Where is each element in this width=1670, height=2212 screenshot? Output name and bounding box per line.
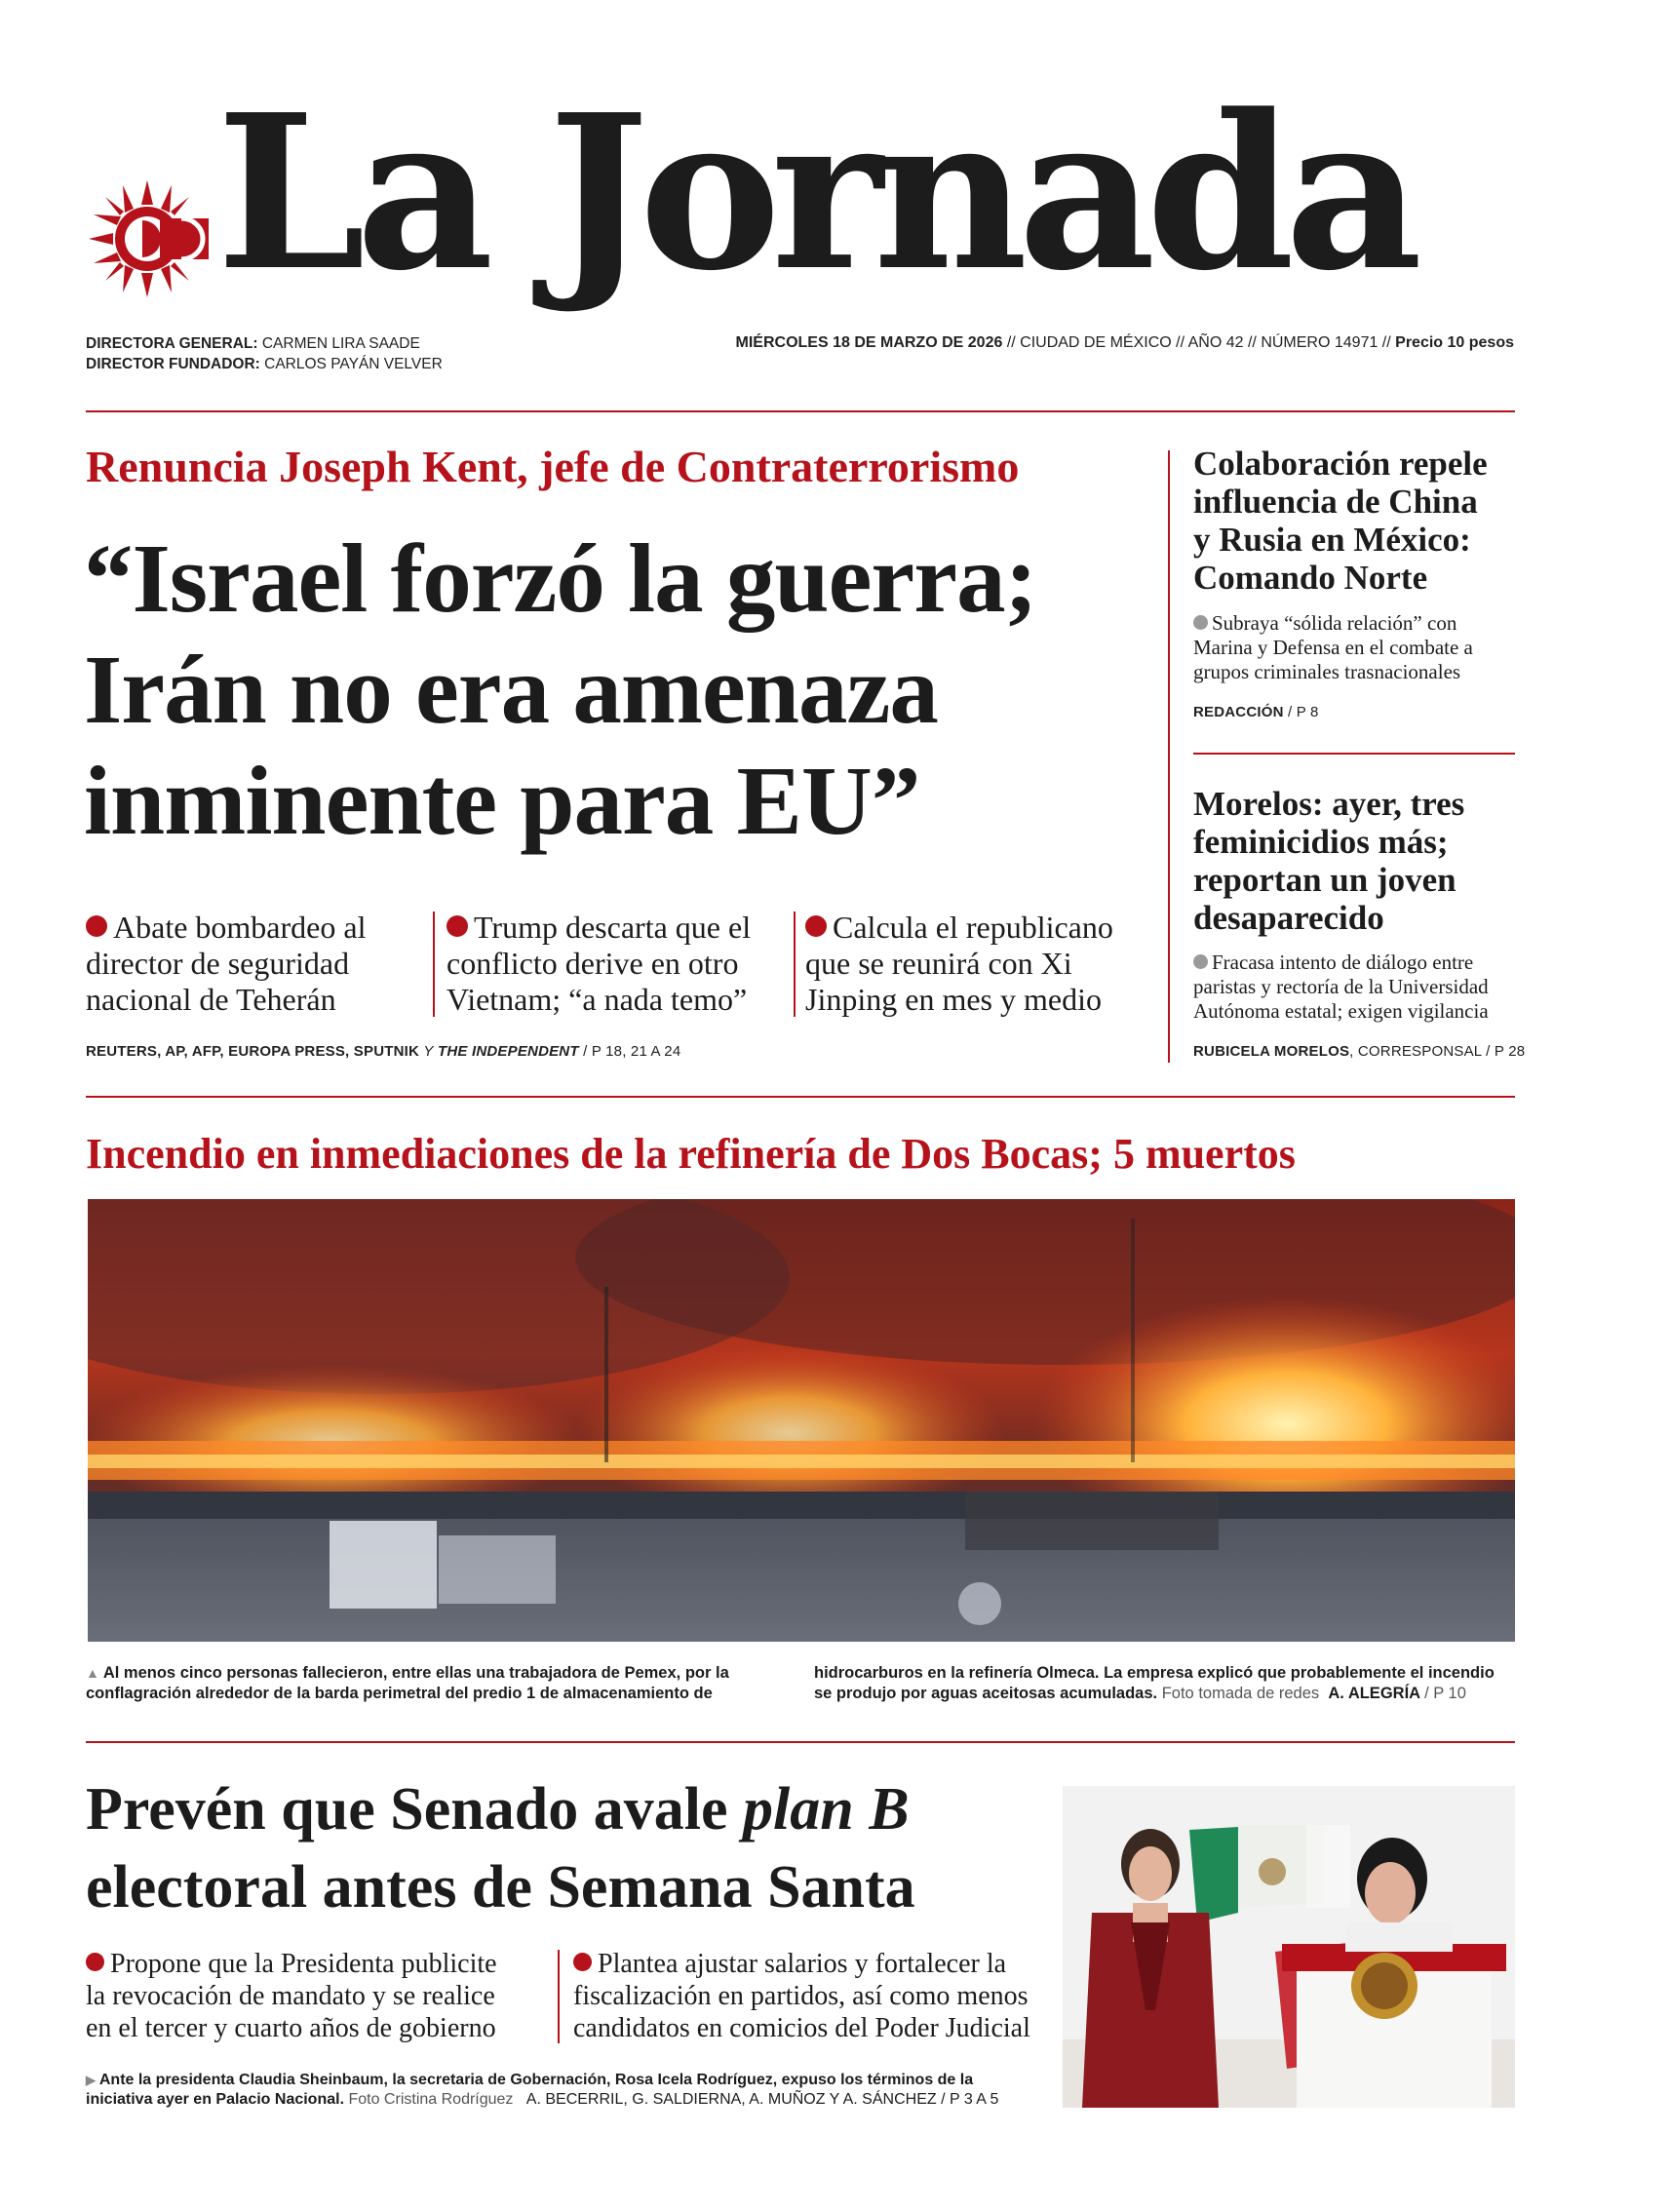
bullet-dot-icon	[1193, 954, 1208, 969]
lead-bullet-divider	[433, 912, 435, 1017]
side1-credit: REDACCIÓN / P 8	[1193, 704, 1319, 720]
fundador-name: CARLOS PAYÁN VELVER	[264, 356, 443, 372]
sidebar-rule	[1193, 753, 1515, 755]
director-lines	[86, 333, 443, 374]
bullet-dot-icon	[447, 915, 468, 937]
bullet-dot-icon	[1193, 615, 1208, 630]
masthead-logo: La Jornada	[216, 68, 1414, 318]
city-number: // CIUDAD DE MÉXICO // AÑO 42 // NÚMERO 14971 //	[1006, 334, 1391, 351]
caret-right-icon: ▶	[86, 2073, 96, 2087]
bullet-dot-icon	[86, 1953, 104, 1971]
side1-headline: Colaboración repele influencia de China y Rusia en México: Comando Norte	[1193, 445, 1488, 597]
senado-bullet-2: Plantea ajustar salarios y fortalecer la fiscalización en partidos, así como menos candidatos en comicios del Poder Judicial	[573, 1949, 1030, 2043]
lead-headline	[84, 523, 1036, 856]
fire-photo	[88, 1199, 1515, 1642]
lead-headline-line-1: “Israel forzó la guerra;	[84, 524, 1037, 633]
lead-bottom-rule	[86, 1096, 1515, 1098]
lead-headline-line-2: Irán no era amenaza	[84, 635, 938, 744]
senado-caption: ▶ Ante la presidenta Claudia Sheinbaum, la secretaria de Gobernación, Rosa Icela Rodríguez, expuso los términos de la iniciativa ayer en Palacio Nacional. Foto Cristina Rodríguez A. BECERRIL, G. SALDIERNA, A. MUÑOZ Y A. SÁNCHEZ / P 3 A 5	[86, 2072, 999, 2108]
lead-bullet-divider	[794, 912, 796, 1017]
fire-headline: Incendio en inmediaciones de la refinería de Dos Bocas; 5 muertos	[86, 1130, 1296, 1178]
lead-credit: REUTERS, AP, AFP, EUROPA PRESS, SPUTNIK Y THE INDEPENDENT / P 18, 21 A 24	[86, 1043, 681, 1060]
side2-credit: RUBICELA MORELOS, CORRESPONSAL / P 28	[1193, 1043, 1526, 1060]
price: Precio 10 pesos	[1395, 334, 1514, 351]
fire-caption-left: ▲ Al menos cinco personas fallecieron, entre ellas una trabajadora de Pemex, por la conflagración alrededor de la barda perimetral del predio 1 de almacenamiento de	[86, 1664, 729, 1702]
side2-sub: Fracasa intento de diálogo entre paristas y rectoría de la Universidad Autónoma estatal; exigen vigilancia	[1193, 951, 1489, 1023]
directora-label: DIRECTORA GENERAL:	[86, 335, 258, 352]
senado-headline: Prevén que Senado avale plan B electoral antes de Semana Santa	[86, 1776, 915, 1921]
directora-name: CARMEN LIRA SAADE	[261, 335, 420, 352]
caret-up-icon: ▲	[86, 1665, 99, 1681]
dateline	[736, 334, 1514, 352]
fire-caption-right: hidrocarburos en la refinería Olmeca. La empresa explicó que probablemente el incendio se produjo por aguas aceitosas acumuladas. Foto tomada de redes A. ALEGRÍA / P 10	[814, 1664, 1495, 1702]
side2-headline: Morelos: ayer, tres feminicidios más; reportan un joven desaparecido	[1193, 785, 1465, 937]
lead-bullet-1: Abate bombardeo al director de seguridad nacional de Teherán	[86, 910, 367, 1017]
lead-kicker: Renuncia Joseph Kent, jefe de Contraterrorismo	[86, 442, 1020, 491]
sun-logo-icon	[84, 175, 211, 302]
date: MIÉRCOLES 18 DE MARZO DE 2026	[735, 334, 1003, 351]
senado-bullet-divider	[558, 1950, 560, 2043]
sidebar-divider	[1168, 450, 1170, 1063]
lead-bullet-3: Calcula el republicano que se reunirá con Xi Jinping en mes y medio	[805, 910, 1113, 1017]
bullet-dot-icon	[805, 915, 827, 937]
masthead-rule	[86, 410, 1515, 412]
senado-photo	[1063, 1786, 1515, 2108]
bullet-dot-icon	[573, 1953, 592, 1971]
fundador-label: DIRECTOR FUNDADOR:	[86, 356, 260, 372]
senado-bullet-1: Propone que la Presidenta publicite la revocación de mandato y se realice en el tercer y cuarto años de gobierno	[86, 1949, 497, 2043]
lead-headline-line-3: inminente para EU”	[84, 746, 920, 855]
side1-sub: Subraya “sólida relación” con Marina y Defensa en el combate a grupos criminales trasnacionales	[1193, 611, 1473, 683]
bullet-dot-icon	[86, 915, 107, 937]
lead-bullet-2: Trump descarta que el conflicto derive en otro Vietnam; “a nada temo”	[447, 910, 752, 1017]
fire-bottom-rule	[86, 1741, 1515, 1743]
